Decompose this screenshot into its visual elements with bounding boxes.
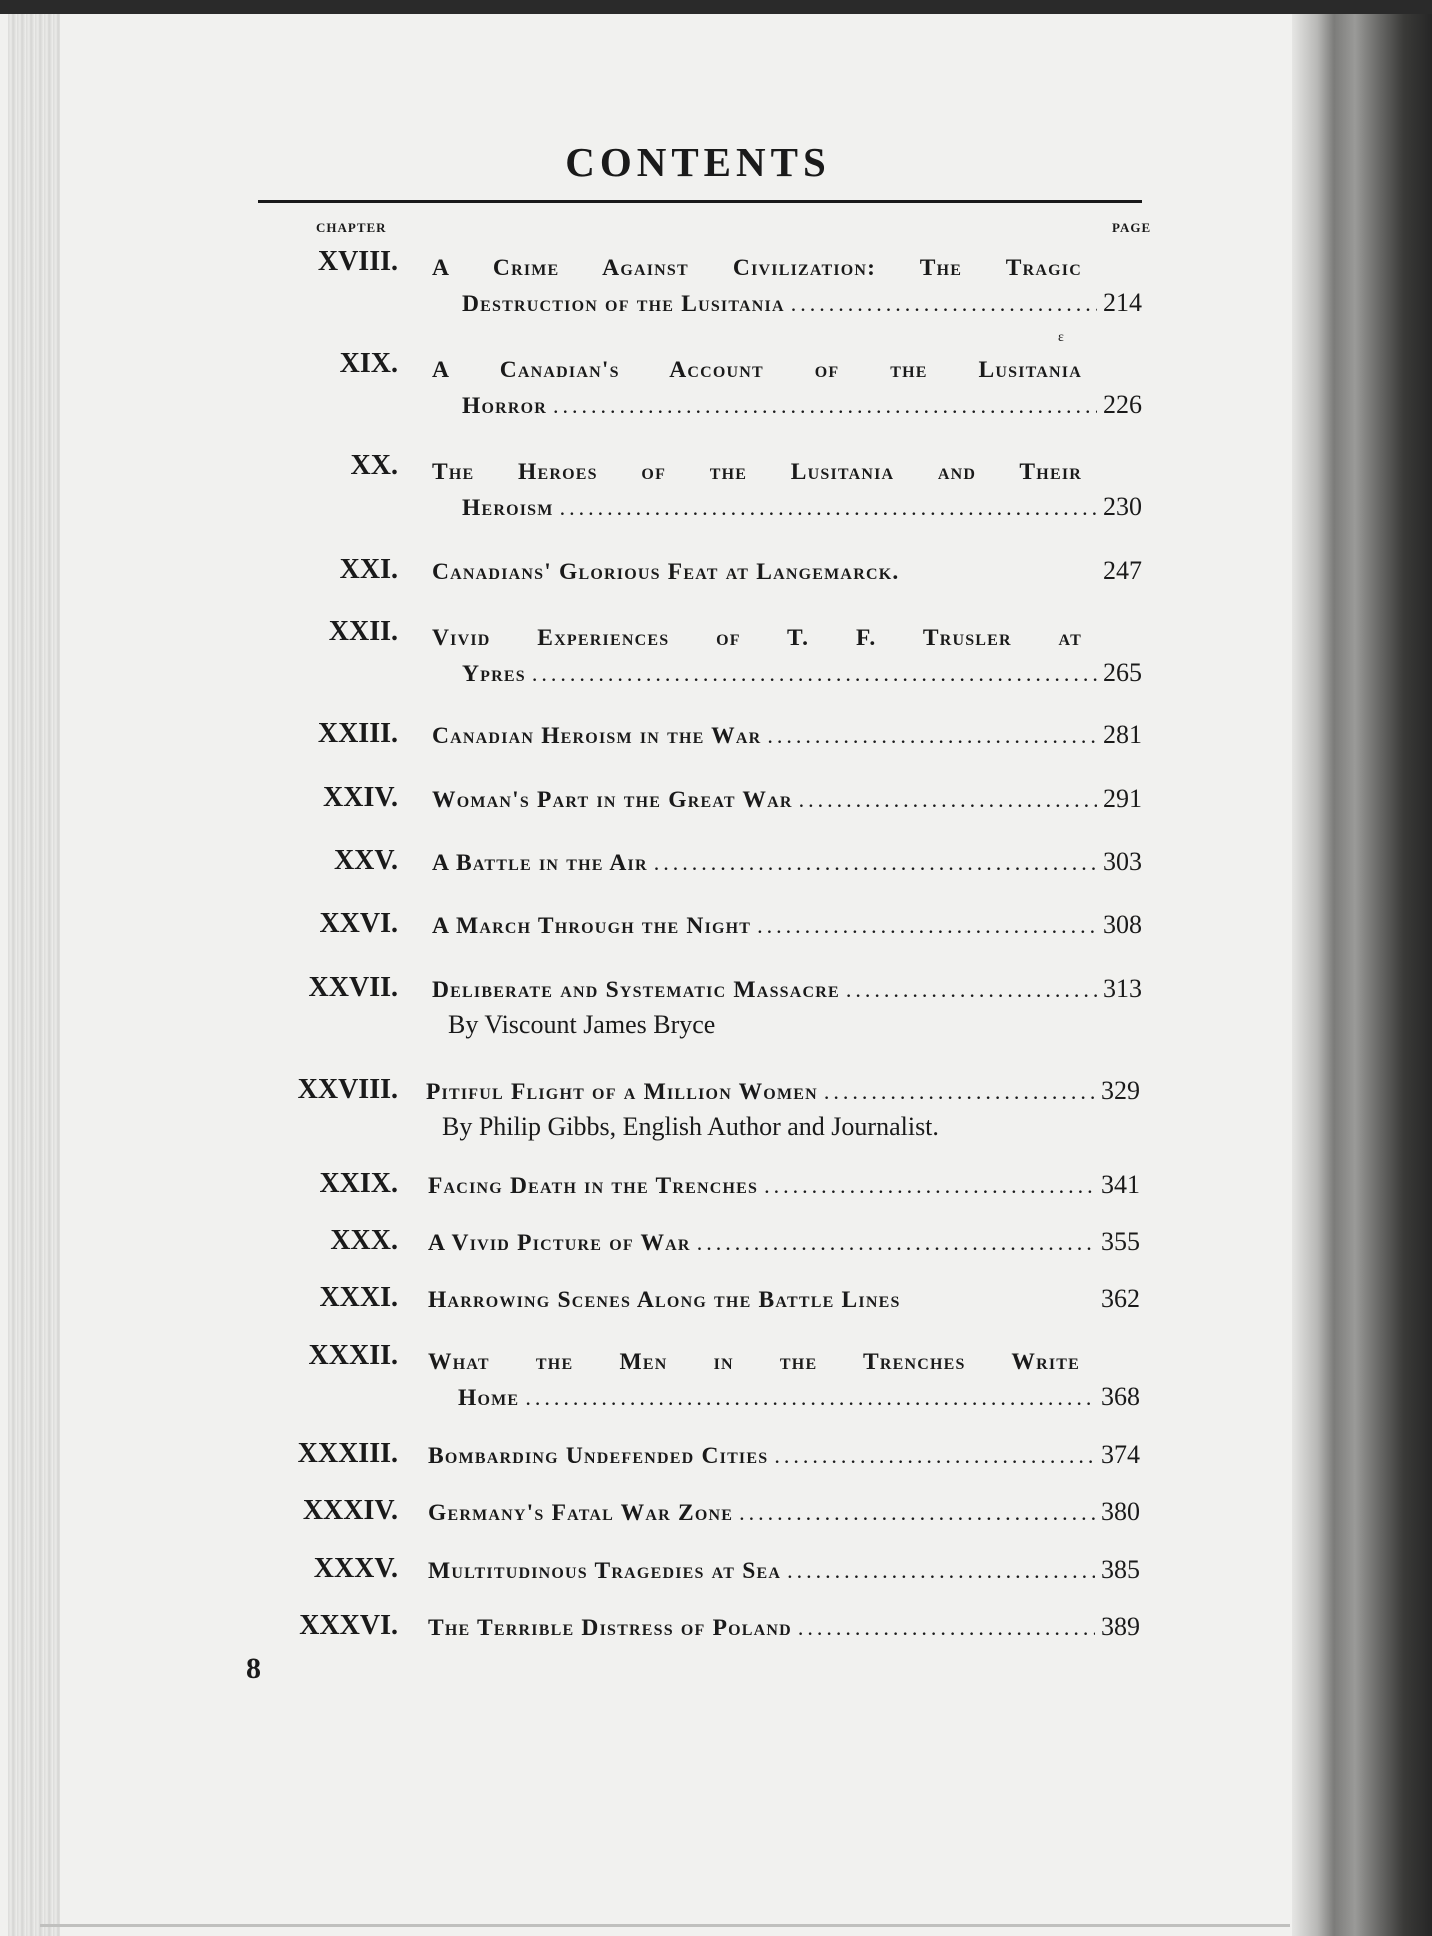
chapter-title-row [426, 1076, 1140, 1106]
chapter-title-row [432, 784, 1142, 814]
page-number: 247 [1103, 556, 1142, 585]
chapter-title: A March Through the Night [432, 913, 752, 939]
dot-leader [553, 393, 1097, 419]
chapter-title: A Vivid Picture of War [428, 1230, 691, 1256]
chapter-title: The Terrible Distress of Poland [428, 1615, 792, 1641]
dot-leader [560, 495, 1097, 521]
chapter-number: XXXII. [308, 1340, 398, 1371]
dot-leader [757, 913, 1097, 939]
dot-leader [791, 291, 1097, 317]
page-number: 389 [1101, 1612, 1140, 1641]
chapter-title: Germany's Fatal War Zone [428, 1500, 734, 1526]
chapter-title-row [432, 847, 1142, 877]
chapter-title-line2: Home [458, 1385, 520, 1411]
chapter-title-row [432, 974, 1142, 1004]
chapter-column-head: CHAPTER [316, 220, 387, 235]
chapter-title: Multitudinous Tragedies at Sea [428, 1558, 782, 1584]
contents-heading: CONTENTS [565, 139, 831, 185]
page-number: 308 [1103, 910, 1142, 939]
chapter-title: Bombarding Undefended Cities [428, 1443, 769, 1469]
chapter-number: XXIII. [317, 718, 398, 749]
page-number: 385 [1101, 1555, 1140, 1584]
chapter-title-row [458, 1382, 1140, 1412]
print-speck: ε [1058, 330, 1064, 345]
chapter-number: XIX. [339, 348, 398, 379]
chapter-number: XXXV. [313, 1553, 398, 1584]
chapter-title-line1: What the Men in the Trenches Write [428, 1349, 1080, 1375]
dot-leader [525, 1385, 1095, 1411]
page-column-head: PAGE [1112, 220, 1152, 235]
chapter-title-line1: A Crime Against Civilization: The Tragic [432, 255, 1082, 281]
chapter-title-row [428, 1227, 1140, 1257]
dot-leader [787, 1558, 1095, 1584]
dot-leader [739, 1500, 1095, 1526]
chapter-title-line1: A Canadian's Account of the Lusitania [432, 357, 1082, 383]
page-number: 313 [1103, 974, 1142, 1003]
page-number: 355 [1101, 1227, 1140, 1256]
chapter-title-row [462, 658, 1142, 688]
chapter-number: XXVI. [319, 908, 398, 939]
chapter-title-row [428, 1555, 1140, 1585]
chapter-number: XXVIII. [297, 1074, 398, 1105]
page-number: 226 [1103, 390, 1142, 419]
page-edge-stack [8, 14, 60, 1936]
chapter-title-row [432, 720, 1142, 750]
chapter-title-row [462, 492, 1142, 522]
chapter-title-row [428, 1284, 1140, 1314]
page-number: 368 [1101, 1382, 1140, 1411]
dot-leader [654, 850, 1097, 876]
chapter-title-row [462, 390, 1142, 420]
chapter-number: XX. [350, 450, 398, 481]
chapter-number: XXXIV. [302, 1495, 398, 1526]
chapter-title: Facing Death in the Trenches [428, 1173, 759, 1199]
dot-leader [532, 661, 1097, 687]
heading-rule [258, 200, 1142, 203]
page-number: 230 [1103, 492, 1142, 521]
chapter-title-line2: Horror [462, 393, 548, 419]
chapter-title-row [428, 1170, 1140, 1200]
page-number: 291 [1103, 784, 1142, 813]
chapter-number: XXX. [330, 1225, 398, 1256]
dot-leader [798, 1615, 1095, 1641]
chapter-title-line2: Ypres [462, 661, 526, 687]
page-number: 341 [1101, 1170, 1140, 1199]
chapter-byline: By Philip Gibbs, English Author and Journalist. [442, 1112, 939, 1141]
chapter-title: A Battle in the Air [432, 850, 648, 876]
chapter-title: Canadian Heroism in the War [432, 723, 762, 749]
page-number: 380 [1101, 1497, 1140, 1526]
page-bottom-edge [40, 1924, 1290, 1927]
chapter-title: Harrowing Scenes Along the Battle Lines [428, 1287, 901, 1313]
chapter-number: XXIX. [319, 1168, 398, 1199]
chapter-number: XXV. [333, 845, 398, 876]
chapter-title: Deliberate and Systematic Massacre [432, 977, 840, 1003]
chapter-number: XXXIII. [297, 1438, 398, 1469]
chapter-number: XXIV. [323, 782, 398, 813]
binding-shadow [1292, 14, 1432, 1936]
chapter-number: XVIII. [317, 246, 398, 277]
dot-leader [799, 787, 1097, 813]
dot-leader [764, 1173, 1095, 1199]
dot-leader [846, 977, 1097, 1003]
dot-leader [774, 1443, 1095, 1469]
chapter-title: Woman's Part in the Great War [432, 787, 793, 813]
chapter-title-row [462, 288, 1142, 318]
page-number: 281 [1103, 720, 1142, 749]
chapter-title: Pitiful Flight of a Million Women [426, 1079, 818, 1105]
chapter-title: Canadians' Glorious Feat at Langemarck. [432, 559, 900, 585]
chapter-title-line1: Vivid Experiences of T. F. Trusler at [432, 625, 1082, 651]
page-folio-number: 8 [246, 1652, 261, 1685]
chapter-title-row [432, 556, 1142, 586]
chapter-title-row [432, 910, 1142, 940]
page-number: 214 [1103, 288, 1142, 317]
chapter-title-row [428, 1612, 1140, 1642]
chapter-number: XXVII. [308, 972, 398, 1003]
chapter-number: XXI. [339, 554, 398, 585]
chapter-number: XXII. [328, 616, 398, 647]
page-number: 265 [1103, 658, 1142, 687]
page-number: 329 [1101, 1076, 1140, 1105]
chapter-number: XXXI. [319, 1282, 398, 1313]
page-number: 374 [1101, 1440, 1140, 1469]
dot-leader [767, 723, 1097, 749]
dot-leader [697, 1230, 1095, 1256]
page-number: 362 [1101, 1284, 1140, 1313]
chapter-number: XXXVI. [299, 1610, 398, 1641]
chapter-title-row [428, 1497, 1140, 1527]
chapter-title-line2: Heroism [462, 495, 554, 521]
dot-leader [824, 1079, 1095, 1105]
chapter-title-line1: The Heroes of the Lusitania and Their [432, 459, 1082, 485]
chapter-byline: By Viscount James Bryce [448, 1010, 716, 1039]
chapter-title-row [428, 1440, 1140, 1470]
chapter-title-line2: Destruction of the Lusitania [462, 291, 785, 317]
page-number: 303 [1103, 847, 1142, 876]
